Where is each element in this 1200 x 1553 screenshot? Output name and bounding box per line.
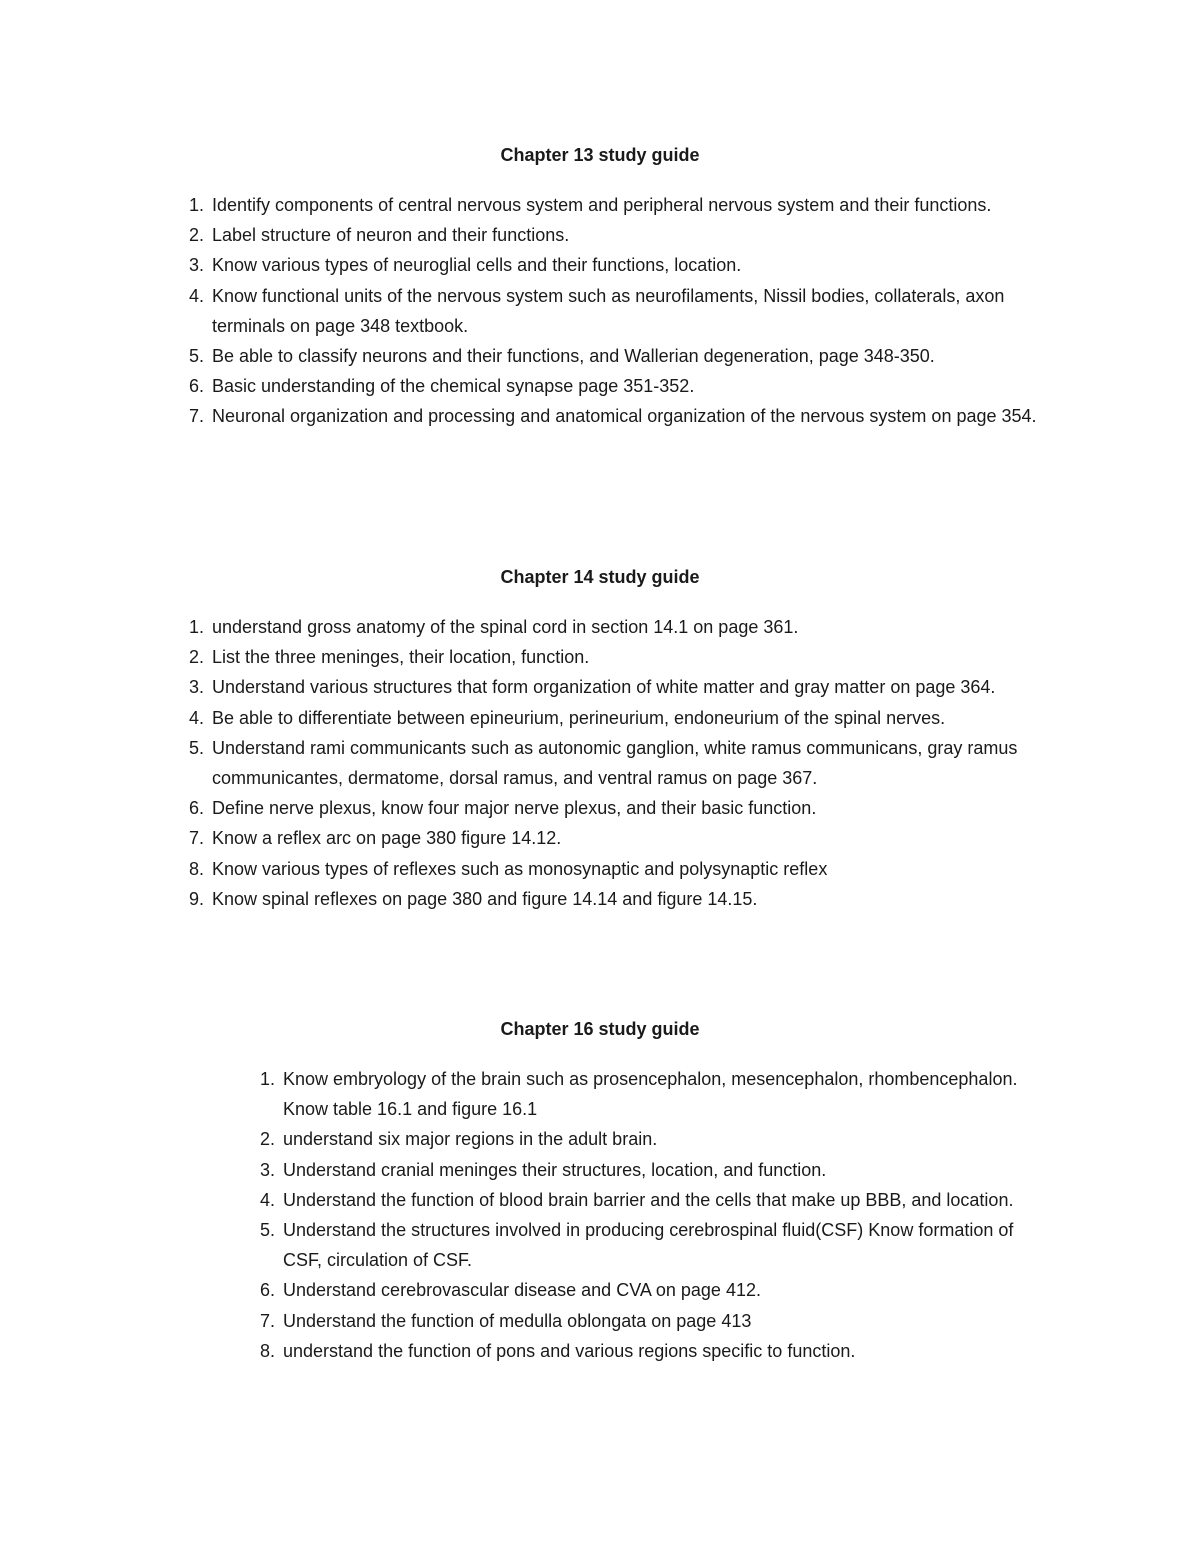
list-item: [188, 672, 1062, 702]
item-text: Define nerve plexus, know four major nerve plexus, and their basic function.: [212, 798, 817, 819]
item-number: 7.: [259, 1310, 275, 1331]
list-item: [259, 1185, 1043, 1215]
item-text: Understand the structures involved in producing cerebrospinal fluid(CSF) Know formation of CSF, circulation of CSF.: [283, 1220, 1014, 1271]
item-number: 4.: [259, 1189, 275, 1210]
item-number: 1.: [188, 617, 204, 637]
list-item: [188, 884, 1062, 914]
study-guide-list: [188, 190, 1062, 432]
item-text: Label structure of neuron and their functions.: [212, 225, 570, 246]
list-item: [188, 220, 1062, 250]
list-item: [259, 1124, 1043, 1154]
list-item: [188, 190, 1062, 220]
item-text: understand the function of pons and various regions specific to function.: [283, 1340, 856, 1361]
list-item: [259, 1215, 1043, 1275]
item-number: 5.: [188, 346, 204, 367]
list-item: [259, 1336, 1043, 1366]
item-text: Know various types of reflexes such as monosynaptic and polysynaptic reflex: [212, 858, 828, 879]
item-text: understand six major regions in the adult brain.: [283, 1129, 658, 1150]
list-item: [259, 1155, 1043, 1185]
item-number: 6.: [259, 1280, 275, 1301]
list-item: [188, 341, 1062, 371]
list-item: [188, 250, 1062, 280]
item-text: Neuronal organization and processing and anatomical organization of the nervous system on page 354.: [212, 406, 1037, 427]
item-text: Understand rami communicants such as autonomic ganglion, white ramus communicans, gray ramus communicantes, dermatome, dorsal ramus, and ventral ramus on page 367.: [212, 737, 1018, 789]
item-number: 2.: [188, 647, 204, 668]
item-text: Identify components of central nervous system and peripheral nervous system and their functions.: [212, 195, 992, 215]
item-number: 1.: [188, 195, 204, 215]
item-text: Know spinal reflexes on page 380 and figure 14.14 and figure 14.15.: [212, 888, 758, 909]
item-number: 4.: [188, 285, 204, 306]
item-text: Be able to classify neurons and their functions, and Wallerian degeneration, page 348-350.: [212, 346, 935, 367]
list-item: [188, 642, 1062, 672]
item-number: 3.: [188, 677, 204, 698]
section-title: Chapter 13 study guide: [500, 145, 700, 165]
item-number: 5.: [188, 737, 204, 758]
study-guide-list: [188, 612, 1062, 914]
item-number: 9.: [188, 888, 204, 909]
item-number: 6.: [188, 376, 204, 397]
item-number: 2.: [259, 1129, 275, 1150]
study-guide-list: [259, 1064, 1043, 1366]
item-text: Be able to differentiate between epineurium, perineurium, endoneurium of the spinal nerves.: [212, 707, 946, 728]
item-number: 2.: [188, 225, 204, 246]
item-text: Know embryology of the brain such as prosencephalon, mesencephalon, rhombencephalon. Know table 16.1 and figure 16.1: [283, 1069, 1018, 1120]
item-number: 4.: [188, 707, 204, 728]
item-text: Know a reflex arc on page 380 figure 14.12.: [212, 828, 562, 849]
list-item: [188, 612, 1062, 642]
item-text: Understand cerebrovascular disease and CVA on page 412.: [283, 1280, 761, 1301]
list-item: [259, 1275, 1043, 1305]
list-item: [188, 401, 1062, 431]
item-number: 8.: [259, 1340, 275, 1361]
list-item: [188, 703, 1062, 733]
item-number: 7.: [188, 406, 204, 427]
item-text: Know functional units of the nervous system such as neurofilaments, Nissil bodies, collaterals, axon terminals on page 348 textbook.: [212, 285, 1005, 336]
item-number: 7.: [188, 828, 204, 849]
item-number: 6.: [188, 798, 204, 819]
list-item: [188, 733, 1062, 793]
item-number: 1.: [259, 1069, 275, 1089]
item-number: 3.: [259, 1159, 275, 1180]
item-text: Understand cranial meninges their structures, location, and function.: [283, 1159, 827, 1180]
section-title: Chapter 16 study guide: [500, 1019, 700, 1039]
list-item: [259, 1064, 1043, 1124]
chapter-14-section: [0, 562, 1200, 909]
list-item: [188, 793, 1062, 823]
list-item: [259, 1306, 1043, 1336]
list-item: [188, 371, 1062, 401]
item-text: List the three meninges, their location, function.: [212, 647, 590, 668]
list-item: [188, 854, 1062, 884]
chapter-13-section: [0, 140, 1200, 427]
item-text: Understand various structures that form organization of white matter and gray matter on page 364.: [212, 677, 996, 698]
list-item: [188, 281, 1062, 341]
item-text: Understand the function of blood brain barrier and the cells that make up BBB, and location.: [283, 1189, 1014, 1210]
item-text: Basic understanding of the chemical synapse page 351-352.: [212, 376, 695, 397]
item-text: understand gross anatomy of the spinal cord in section 14.1 on page 361.: [212, 617, 799, 637]
item-text: Understand the function of medulla oblongata on page 413: [283, 1310, 752, 1331]
chapter-16-section: [0, 1014, 1200, 1361]
item-number: 5.: [259, 1220, 275, 1241]
item-number: 8.: [188, 858, 204, 879]
item-number: 3.: [188, 255, 204, 276]
section-title: Chapter 14 study guide: [500, 567, 700, 587]
item-text: Know various types of neuroglial cells and their functions, location.: [212, 255, 742, 276]
list-item: [188, 823, 1062, 853]
